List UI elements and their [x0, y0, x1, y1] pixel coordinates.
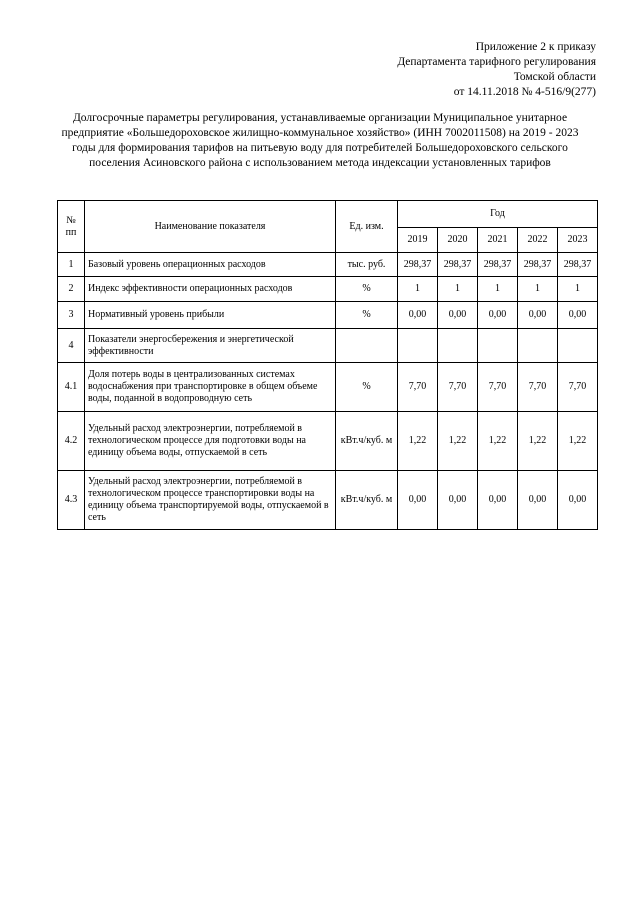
header-number: № пп	[58, 201, 85, 253]
unit-cell: кВт.ч/куб. м	[336, 412, 398, 471]
unit-cell: тыс. руб.	[336, 253, 398, 277]
table-row	[58, 363, 598, 412]
row-number: 4	[58, 329, 85, 363]
value-cell: 7,70	[478, 363, 518, 412]
header-year-cell: 2021	[478, 228, 518, 253]
value-cell: 1	[558, 277, 598, 302]
value-cell: 0,00	[558, 471, 598, 530]
value-cell: 7,70	[438, 363, 478, 412]
header-year: Год	[398, 201, 598, 228]
indicator-name: Индекс эффективности операционных расходов	[85, 277, 336, 302]
row-number: 1	[58, 253, 85, 277]
row-number: 4.1	[58, 363, 85, 412]
header-year-cell: 2020	[438, 228, 478, 253]
header-indicator-name: Наименование показателя	[85, 201, 336, 253]
appendix-line: Приложение 2 к приказу	[475, 41, 596, 53]
unit-cell: %	[336, 363, 398, 412]
indicator-name: Нормативный уровень прибыли	[85, 302, 336, 329]
indicator-name: Показатели энергосбережения и энергетической эффективности	[85, 329, 336, 363]
value-cell: 0,00	[478, 302, 518, 329]
value-cell	[558, 329, 598, 363]
row-number: 4.3	[58, 471, 85, 530]
value-cell: 298,37	[478, 253, 518, 277]
value-cell: 1,22	[438, 412, 478, 471]
header-unit: Ед. изм.	[336, 201, 398, 253]
value-cell: 0,00	[478, 471, 518, 530]
row-number: 4.2	[58, 412, 85, 471]
table-row	[58, 277, 598, 302]
appendix-line: Томской области	[513, 71, 596, 83]
table-row	[58, 412, 598, 471]
value-cell: 298,37	[438, 253, 478, 277]
value-cell: 1,22	[398, 412, 438, 471]
value-cell	[478, 329, 518, 363]
indicator-name: Удельный расход электроэнергии, потребляемой в технологическом процессе транспортировки воды на единицу объема транспортируемой воды, отпускаемой в сеть	[85, 471, 336, 530]
value-cell: 0,00	[518, 471, 558, 530]
parameters-table	[57, 200, 598, 530]
value-cell: 7,70	[398, 363, 438, 412]
value-cell: 7,70	[558, 363, 598, 412]
value-cell: 0,00	[438, 471, 478, 530]
value-cell	[398, 329, 438, 363]
unit-cell: %	[336, 302, 398, 329]
value-cell: 1	[398, 277, 438, 302]
value-cell: 1,22	[478, 412, 518, 471]
value-cell: 0,00	[518, 302, 558, 329]
value-cell: 1,22	[558, 412, 598, 471]
indicator-name: Базовый уровень операционных расходов	[85, 253, 336, 277]
table-row	[58, 302, 598, 329]
value-cell: 298,37	[558, 253, 598, 277]
value-cell: 0,00	[398, 471, 438, 530]
header-year-cell: 2022	[518, 228, 558, 253]
row-number: 3	[58, 302, 85, 329]
value-cell	[518, 329, 558, 363]
table-row	[58, 329, 598, 363]
indicator-name: Удельный расход электроэнергии, потребляемой в технологическом процессе для подготовки воды на единицу объема воды, отпускаемой в сеть	[85, 412, 336, 471]
indicator-name: Доля потерь воды в централизованных системах водоснабжения при транспортировке в общем объеме воды, поданной в водопроводную сеть	[85, 363, 336, 412]
header-year-cell: 2019	[398, 228, 438, 253]
appendix-line: от 14.11.2018 № 4-516/9(277)	[453, 86, 596, 98]
value-cell: 1	[438, 277, 478, 302]
appendix-header	[296, 40, 596, 100]
value-cell: 0,00	[558, 302, 598, 329]
value-cell: 0,00	[398, 302, 438, 329]
row-number: 2	[58, 277, 85, 302]
table-row	[58, 471, 598, 530]
value-cell: 1	[518, 277, 558, 302]
appendix-line: Департамента тарифного регулирования	[397, 56, 596, 68]
value-cell: 298,37	[518, 253, 558, 277]
unit-cell: %	[336, 277, 398, 302]
table-row	[58, 253, 598, 277]
value-cell: 298,37	[398, 253, 438, 277]
unit-cell: кВт.ч/куб. м	[336, 471, 398, 530]
value-cell: 1	[478, 277, 518, 302]
unit-cell	[336, 329, 398, 363]
value-cell: 1,22	[518, 412, 558, 471]
value-cell	[438, 329, 478, 363]
value-cell: 7,70	[518, 363, 558, 412]
header-year-cell: 2023	[558, 228, 598, 253]
value-cell: 0,00	[438, 302, 478, 329]
document-title: Долгосрочные параметры регулирования, устанавливаемые организации Муниципальное унитарное предприятие «Большедороховское жилищно-коммунальное хозяйство» (ИНН 7002011508) на 2019 - 2023 годы для формирования тарифов на питьевую воду для потребителей Большедороховского сельского поселения Асиновского района с использованием метода индексации установленных тарифов	[61, 112, 579, 169]
